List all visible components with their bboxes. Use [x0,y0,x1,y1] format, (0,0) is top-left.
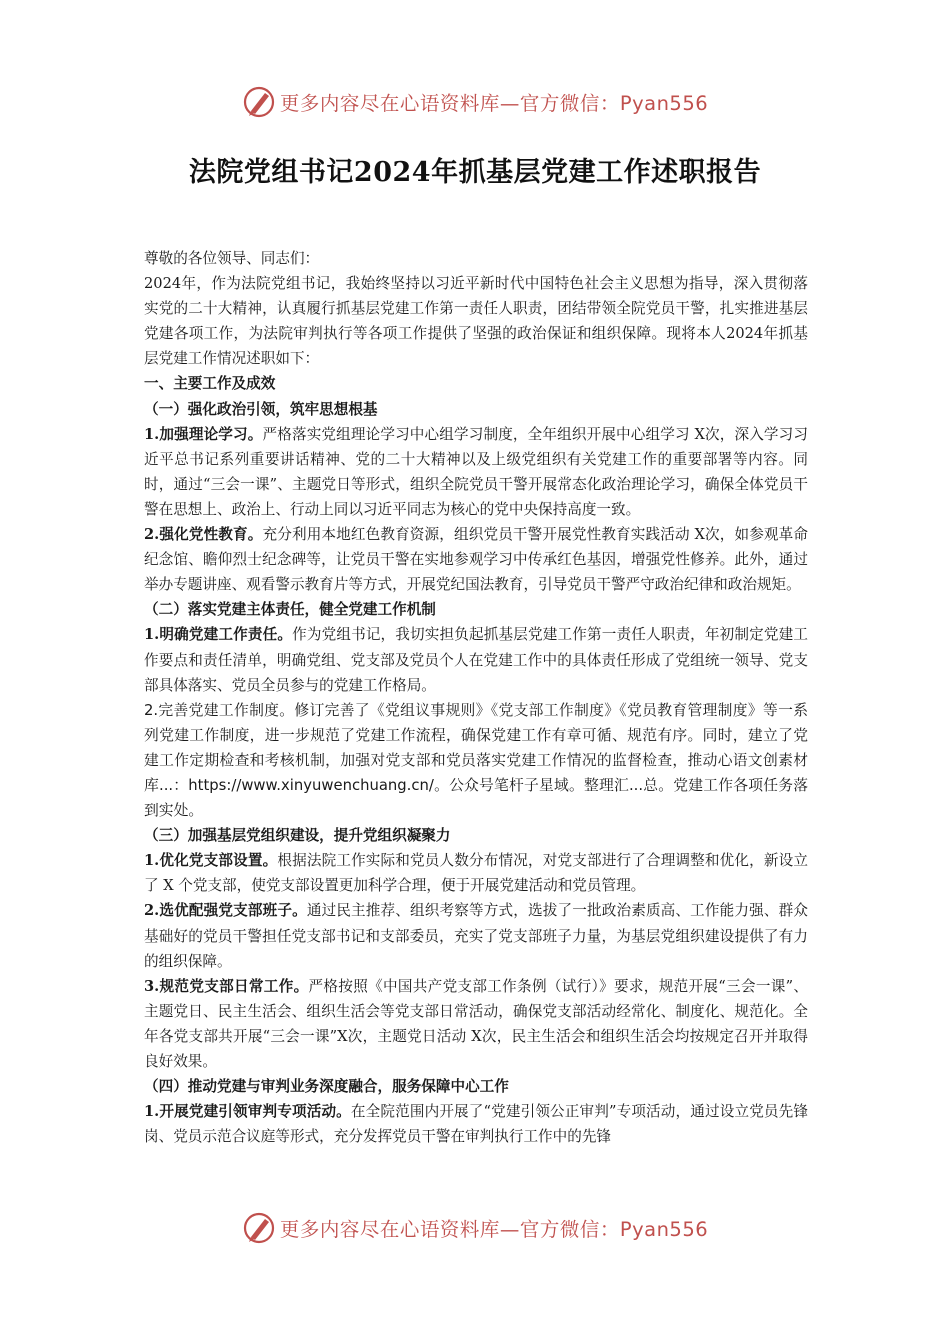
subsection-heading: （二）落实党建主体责任，健全党建工作机制 [144,601,436,619]
paragraph [144,1099,808,1149]
paragraph-body: 根据法院工作实际和党员人数分布情况，对党支部进行了合理调整和优化，新设立了 X 个党支部，使党支部设置更加科学合理，便于开展党建活动和党员管理。 [144,852,808,895]
header-watermark-banner [0,82,950,122]
paragraph-lead: 3.规范党支部日常工作。 [144,977,309,995]
paragraph-lead: 2.选优配强党支部班子。 [144,902,307,920]
document-body [144,246,808,1149]
paragraph-body: 作为党组书记，我切实担负起抓基层党建工作第一责任人职责，年初制定党建工作要点和责任清单，明确党组、党支部及党员个人在党建工作中的具体责任形成了党组统一领导、党支部具体落实、党员全员参与的党建工作格局。 [144,626,808,694]
section-heading: 一、主要工作及成效 [144,375,276,393]
watermark-text: 更多内容尽在心语资料库—官方微信：Pyan556 [279,1218,709,1241]
greeting: 尊敬的各位领导、同志们： [144,250,320,267]
intro-paragraph: 2024年，作为法院党组书记，我始终坚持以习近平新时代中国特色社会主义思想为指导，深入贯彻落实党的二十大精神，认真履行抓基层党建工作第一责任人职责，团结带领全院党员干警，扎实推进基层党建各项工作，为法院审判执行等各项工作提供了坚强的政治保证和组织保障。现将本人2024年抓基层党建工作情况述职如下： [144,275,808,368]
paragraph [144,522,808,597]
paragraph-lead: 1.加强理论学习。 [144,425,263,443]
pen-logo-icon [242,85,276,119]
paragraph [144,622,808,697]
subsection-heading: （三）加强基层党组织建设，提升党组织凝聚力 [144,827,451,845]
paragraph [144,422,808,522]
paragraph-body: 严格落实党组理论学习中心组学习制度，全年组织开展中心组学习 X次，深入学习习近平总书记系列重要讲话精神、党的二十大精神以及上级党组织有关党建工作的重要部署等内容。同时，通过“三会一课”、主题党日等形式，组织全院党员干警开展常态化政治理论学习，确保全体党员干警在思想上、政治上、行动上同以习近平同志为核心的党中央保持高度一致。 [144,425,808,518]
paragraph-body: 通过民主推荐、组织考察等方式，选拔了一批政治素质高、工作能力强、群众基础好的党员干警担任党支部书记和支部委员，充实了党支部班子力量，为基层党组织建设提供了有力的组织保障。 [144,902,808,970]
paragraph-lead: 1.开展党建引领审判专项活动。 [144,1103,351,1121]
watermark-text: 更多内容尽在心语资料库—官方微信：Pyan556 [279,92,709,115]
paragraph-body: 在全院范围内开展了“党建引领公正审判”专项活动，通过设立党员先锋岗、党员示范合议庭等形式，充分发挥党员干警在审判执行工作中的先锋 [144,1103,808,1146]
subsection-heading: （一）强化政治引领，筑牢思想根基 [144,400,378,418]
paragraph-lead: 2.强化党性教育。 [144,526,263,544]
paragraph [144,848,808,898]
paragraph-sans: 2.完善党建工作制度。修订完善了《党组议事规则》《党支部工作制度》《党员教育管理制度》等一系列党建工作制度，进一步规范了党建工作流程，确保党建工作有章可循、规范有序。同时，建立了党建工作定期检查和考核机制，加强对党支部和党员落实党建工作情况的监督检查，推动心语文创素材库...：https://www.xinyuwenchuang.cn/。公众号笔杆子星域。整理汇...总。党建工作各项任务落到实处。 [144,701,808,820]
pen-logo-icon [242,1211,276,1245]
subsection-heading: （四）推动党建与审判业务深度融合，服务保障中心工作 [144,1078,509,1096]
paragraph-lead: 1.明确党建工作责任。 [144,626,293,644]
paragraph-body: 严格按照《中国共产党支部工作条例（试行）》要求，规范开展“三会一课”、主题党日、民主生活会、组织生活会等党支部日常活动，确保党支部活动经常化、制度化、规范化。全年各党支部共开展“三会一课”X次，主题党日活动 X次，民主生活会和组织生活会均按规定召开并取得良好效果。 [144,977,808,1070]
footer-watermark-banner [0,1208,950,1248]
paragraph [144,898,808,973]
document-title: 法院党组书记2024年抓基层党建工作述职报告 [188,157,762,188]
paragraph [144,974,808,1074]
paragraph-lead: 1.优化党支部设置。 [144,852,278,870]
paragraph-body: 充分利用本地红色教育资源，组织党员干警开展党性教育实践活动 X次，如参观革命纪念馆、瞻仰烈士纪念碑等，让党员干警在实地参观学习中传承红色基因，增强党性修养。此外，通过举办专题讲座、观看警示教育片等方式，开展党纪国法教育，引导党员干警严守政治纪律和政治规矩。 [144,526,808,594]
